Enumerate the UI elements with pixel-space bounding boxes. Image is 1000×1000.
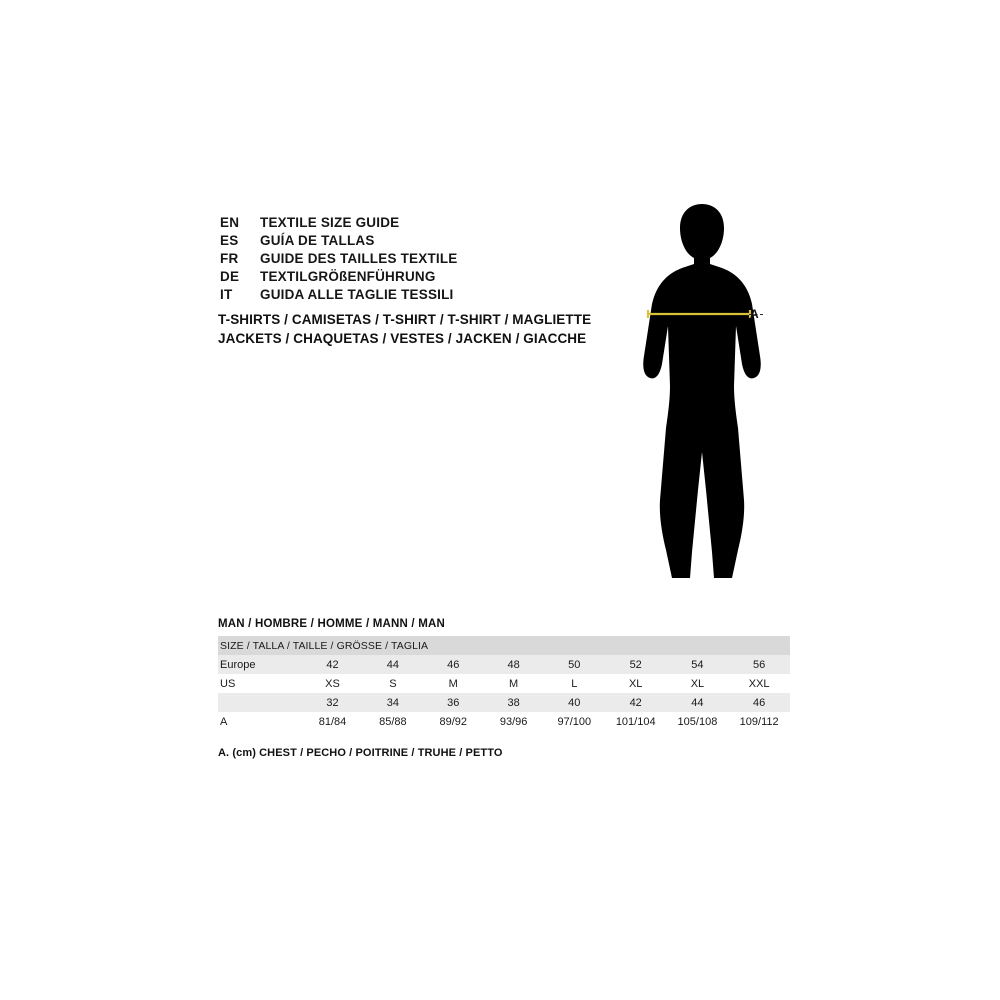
cell: 56: [753, 658, 766, 671]
language-code: EN: [220, 215, 240, 230]
product-category-jackets: JACKETS / CHAQUETAS / VESTES / JACKEN / GIACCHE: [218, 331, 587, 346]
language-row: [220, 232, 640, 250]
cell: 42: [326, 658, 339, 671]
table-row: [218, 712, 790, 731]
language-row: [220, 214, 640, 232]
language-label: GUIDE DES TAILLES TEXTILE: [260, 251, 458, 266]
cell: L: [571, 677, 578, 690]
cell: 81/84: [318, 715, 347, 728]
man-silhouette: [600, 200, 820, 600]
cell: 46: [447, 658, 460, 671]
cell: 50: [568, 658, 581, 671]
language-row: [220, 268, 640, 286]
table-group-header: MAN / HOMBRE / HOMME / MANN / MAN: [218, 618, 446, 630]
product-category-tshirts: T-SHIRTS / CAMISETAS / T-SHIRT / T-SHIRT / MAGLIETTE: [218, 312, 592, 327]
language-code: FR: [220, 251, 239, 266]
table-footnote: A. (cm) CHEST / PECHO / POITRINE / TRUHE / PETTO: [218, 747, 503, 759]
language-row: [220, 250, 640, 268]
row-label: US: [220, 677, 236, 690]
table-column-header: SIZE / TALLA / TAILLE / GRÖSSE / TAGLIA: [220, 639, 429, 652]
cell: XXL: [748, 677, 770, 690]
cell: 38: [507, 696, 520, 709]
cell: 40: [568, 696, 581, 709]
cell: M: [448, 677, 458, 690]
language-label: TEXTILE SIZE GUIDE: [260, 215, 400, 230]
language-label: GUÍA DE TALLAS: [260, 233, 375, 248]
language-list: [220, 214, 640, 304]
cell: 93/96: [499, 715, 528, 728]
cell: XL: [628, 677, 643, 690]
cell: 97/100: [557, 715, 592, 728]
language-label: GUIDA ALLE TAGLIE TESSILI: [260, 287, 454, 302]
cell: 32: [326, 696, 339, 709]
cell: XL: [690, 677, 705, 690]
cell: S: [389, 677, 397, 690]
cell: 85/88: [379, 715, 407, 728]
size-table-area: [218, 618, 790, 759]
cell: 44: [691, 696, 704, 709]
row-label: Europe: [220, 658, 256, 671]
table-row: [218, 655, 790, 674]
language-code: DE: [220, 269, 240, 284]
table-row: [218, 693, 790, 712]
cell: 46: [753, 696, 766, 709]
cell: 54: [691, 658, 704, 671]
cell: 89/92: [439, 715, 467, 728]
row-label: A: [220, 715, 228, 728]
cell: 52: [629, 658, 642, 671]
language-code: ES: [220, 233, 239, 248]
cell: 48: [507, 658, 520, 671]
cell: 44: [386, 658, 399, 671]
language-code: IT: [220, 287, 233, 302]
cell: M: [509, 677, 519, 690]
table-row: [218, 674, 790, 693]
cell: 36: [447, 696, 460, 709]
language-label: TEXTILGRÖßENFÜHRUNG: [260, 269, 436, 284]
cell: 101/104: [615, 715, 656, 728]
cell: 105/108: [677, 715, 718, 728]
size-table: [218, 636, 790, 731]
measure-label-a: A: [750, 307, 760, 321]
cell: XS: [325, 677, 340, 690]
row-label: [218, 693, 302, 712]
cell: 109/112: [739, 715, 779, 728]
cell: 42: [629, 696, 642, 709]
table-header-row: [218, 636, 790, 655]
language-row: [220, 286, 640, 304]
cell: 34: [386, 696, 399, 709]
